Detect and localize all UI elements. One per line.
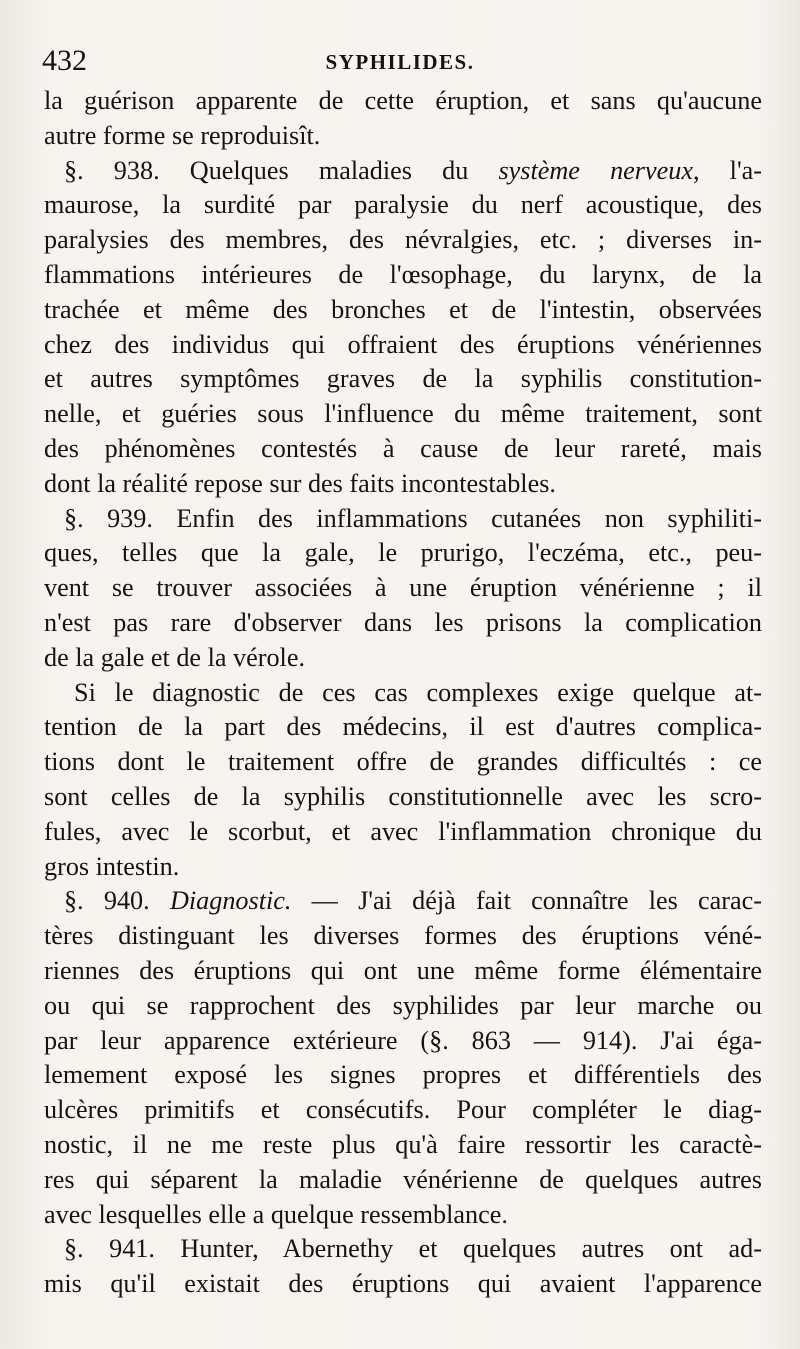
text-line: de la gale et de la vérole. [44,642,306,672]
text-line: autre forme se reproduisît. [44,120,321,150]
text-line: Si le diagnostic de ces cas complexes exige quelque at- [74,677,762,707]
text-line: ulcères primitifs et consécutifs. Pour compléter le diag- [44,1095,762,1125]
italic-term: système nerveux [498,155,693,185]
text-line: fules, avec le scorbut, et avec l'inflammation chronique du [44,816,762,846]
text-line: §. 938. Quelques maladies du système nerveux, l'a- [64,155,762,185]
text-line: §. 939. Enfin des inflammations cutanées non syphiliti- [64,503,762,533]
text-line: la guérison apparente de cette éruption, et sans qu'aucune [44,86,762,115]
text-line: tions dont le traitement offre de grandes difficultés : ce [44,747,762,777]
text-line: gros intestin. [44,851,180,881]
text-line: chez des individus qui offraient des éruptions vénériennes [44,329,762,359]
text-line: par leur apparence extérieure (§. 863 — 914). J'ai éga- [44,1025,762,1055]
paragraph-938-start: §. 938. Quelques maladies du [64,155,499,185]
text-line: n'est pas rare d'observer dans les prisons la complication [44,607,762,637]
text-line: riennes des éruptions qui ont une même forme élémentaire [44,955,762,985]
text-line: ques, telles que la gale, le prurigo, l'eczéma, etc., peu- [44,538,762,568]
text-line: nostic, il ne me reste plus qu'à faire ressortir les caractè- [44,1129,762,1159]
text-line: vent se trouver associées à une éruption vénérienne ; il [44,573,762,603]
italic-term: Diagnostic. [169,886,292,916]
text-line: dont la réalité repose sur des faits incontestables. [44,468,556,498]
text-line: nelle, et guéries sous l'influence du même traitement, sont [44,399,762,429]
running-title: SYPHILIDES. [325,50,475,74]
text-line: ou qui se rapprochent des syphilides par leur marche ou [44,990,762,1020]
text-line: res qui séparent la maladie vénérienne de quelques autres [44,1164,762,1194]
text-line: des phénomènes contestés à cause de leur rareté, mais [44,433,762,463]
text-line: trachée et même des bronches et de l'intestin, observées [44,294,762,324]
page-number: 432 [42,44,87,77]
text-line: sont celles de la syphilis constitutionnelle avec les scro- [44,781,762,811]
text-line: tères distinguant les diverses formes des éruptions véné- [44,921,762,951]
body-text [44,84,762,1302]
text-line: paralysies des membres, des névralgies, etc. ; diverses in- [44,225,762,255]
text-line: et autres symptômes graves de la syphilis constitution- [44,364,762,394]
text-line: §. 941. Hunter, Abernethy et quelques autres ont ad- [64,1234,762,1264]
text-line: lemement exposé les signes propres et différentiels des [44,1060,762,1090]
page-header [42,44,758,84]
text-line: avec lesquelles elle a quelque ressemblance. [44,1199,508,1229]
text-line: mis qu'il existait des éruptions qui avaient l'apparence [44,1269,762,1299]
text-line: flammations intérieures de l'œsophage, du larynx, de la [44,259,762,289]
text-line: maurose, la surdité par paralysie du nerf acoustique, des [44,190,762,220]
text-line: tention de la part des médecins, il est d'autres complica- [44,712,762,742]
text-line: §. 940. Diagnostic. — J'ai déjà fait connaître les carac- [64,886,762,916]
